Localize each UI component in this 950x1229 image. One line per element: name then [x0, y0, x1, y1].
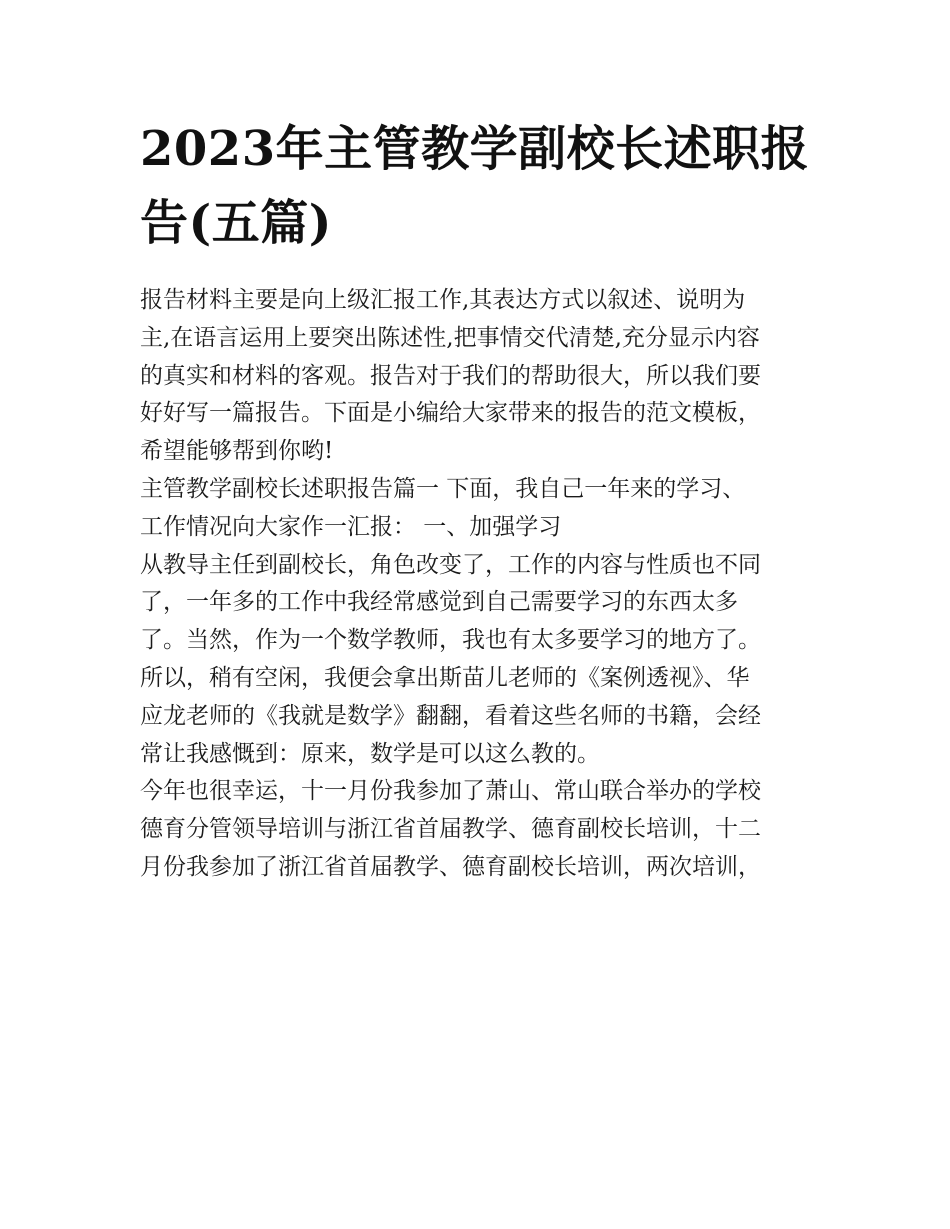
title-line: 2023年主管教学副校长述职报 — [140, 121, 810, 177]
body-line: 应龙老师的《我就是数学》翻翻，看着这些名师的书籍，会经 — [140, 702, 761, 729]
body-line: 从教导主任到副校长，角色改变了，工作的内容与性质也不同 — [140, 551, 761, 578]
section-heading-line: 工作情况向大家作一汇报： 一、加强学习 — [140, 513, 562, 540]
body-line: 今年也很幸运，十一月份我参加了萧山、常山联合举办的学校 — [140, 778, 761, 805]
section-heading-line: 主管教学副校长述职报告篇一 下面，我自己一年来的学习、 — [140, 475, 746, 502]
body-line: 报告材料主要是向上级汇报工作,其表达方式以叙述、说明为 — [140, 287, 746, 313]
body-line: 德育分管领导培训与浙江省首届教学、德育副校长培训，十二 — [140, 816, 761, 843]
body-line: 常让我感慨到：原来，数学是可以这么教的。 — [140, 740, 600, 767]
body-line: 所以，稍有空闲，我便会拿出斯苗儿老师的《案例透视》、华 — [140, 664, 750, 691]
body-line: 月份我参加了浙江省首届教学、德育副校长培训，两次培训， — [140, 853, 761, 880]
title-line: 告(五篇) — [140, 195, 332, 251]
body-line: 好好写一篇报告。下面是小编给大家带来的报告的范文模板， — [140, 400, 761, 427]
body-line: 了，一年多的工作中我经常感觉到自己需要学习的东西太多 — [140, 589, 738, 616]
document-body — [140, 282, 816, 887]
body-line: 主,在语言运用上要突出陈述性,把事情交代清楚,充分显示内容 — [140, 324, 760, 351]
document-title — [140, 112, 820, 260]
body-line: 的真实和材料的客观。报告对于我们的帮助很大，所以我们要 — [140, 362, 761, 389]
body-line: 希望能够帮到你哟! — [140, 438, 334, 465]
body-line: 了。当然，作为一个数学教师，我也有太多要学习的地方了。 — [140, 627, 761, 654]
